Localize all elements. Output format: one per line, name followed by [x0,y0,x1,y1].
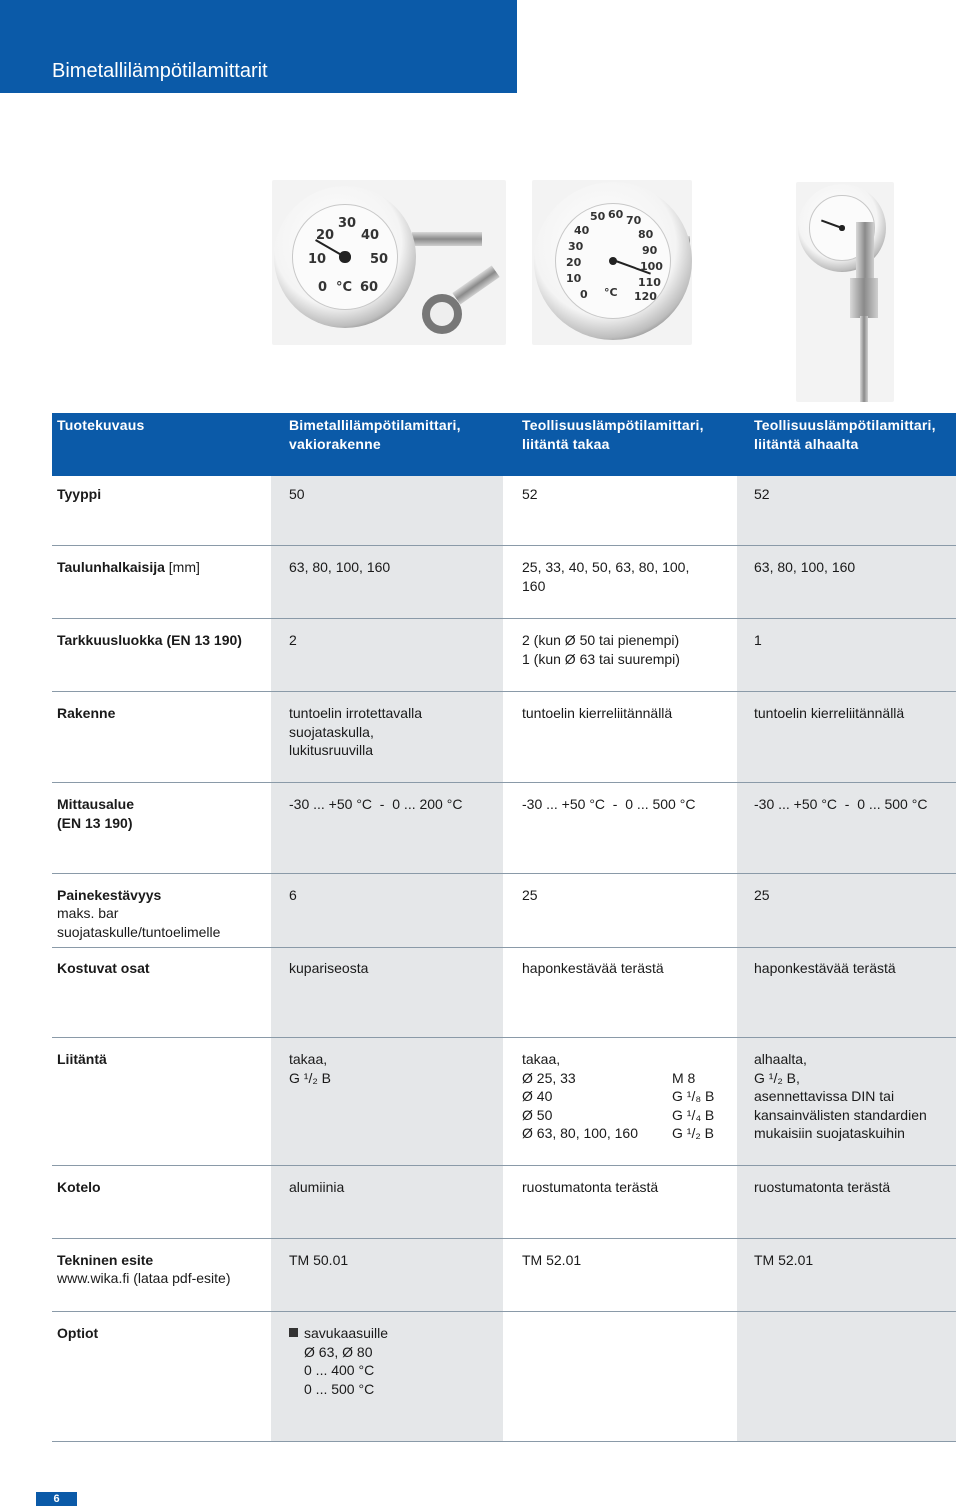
kostuvat-col-3: haponkestävää terästä [754,960,896,976]
esite-link[interactable]: www.wika.fi (lataa pdf-esite) [57,1270,231,1286]
row-divider [52,1037,956,1038]
label-tyyppi: Tyyppi [57,486,102,502]
label-paine: Painekestävyys [57,887,162,903]
esite-col-1: TM 50.01 [289,1252,349,1268]
header-col-2: Teollisuuslämpötilamittari, liitäntä takaa [522,417,704,452]
tyyppi-col-3: 52 [754,486,770,502]
paine-col-3: 25 [754,887,770,903]
label-halkaisija-text: Taulunhalkaisija [57,559,165,575]
kostuvat-col-2: haponkestävää terästä [522,960,664,976]
product-photo-type-52-back [532,180,692,345]
tarkkuus-col-3: 1 [754,632,762,648]
rakenne-col-2: tuntoelin kierreliitännällä [522,705,673,721]
label-optiot: Optiot [57,1325,99,1341]
row-divider [52,782,956,783]
halkaisija-col-2: 25, 33, 40, 50, 63, 80, 100, 160 [522,559,690,594]
tarkkuus-col-1: 2 [289,632,297,648]
label-liitanta: Liitäntä [57,1051,107,1067]
tarkkuus-col-2: 2 (kun Ø 50 tai pienempi) 1 (kun Ø 63 tai suurempi) [522,632,680,667]
header-col-1: Bimetallilämpötilamittari, vakiorakenne [289,417,461,452]
row-divider [52,873,956,874]
paine-col-2: 25 [522,887,538,903]
rakenne-col-3: tuntoelin kierreliitännällä [754,705,905,721]
liitanta-col-1: takaa, G ¹/₂ B [289,1051,331,1086]
thermometer-dial-icon: 50 60 70 80 90 100 110 120 40 30 20 10 0 °C [534,182,692,340]
row-divider [52,1165,956,1166]
kotelo-col-1: alumiinia [289,1179,345,1195]
liitanta-col-3: alhaalta, G ¹/₂ B, asennettavissa DIN tai kansainvälisten standardien mukaisiin suojataskuihin [754,1051,927,1141]
label-kostuvat: Kostuvat osat [57,960,150,976]
label-halkaisija-unit: [mm] [168,559,200,575]
header-col-3: Teollisuuslämpötilamittari, liitäntä alhaalta [754,417,936,452]
nut-icon [422,294,462,334]
thread-icon [850,278,878,318]
label-kotelo: Kotelo [57,1179,101,1195]
row-divider [52,947,956,948]
stem-icon [412,232,482,246]
probe-icon [452,266,499,305]
rakenne-col-1: tuntoelin irrotettavalla suojataskulla, lukitusruuvilla [289,705,423,758]
row-divider [52,1311,956,1312]
probe-icon [860,316,868,402]
kotelo-col-3: ruostumatonta terästä [754,1179,891,1195]
header-banner [0,0,517,93]
row-divider [52,1238,956,1239]
halkaisija-col-1: 63, 80, 100, 160 [289,559,391,575]
row-divider [52,545,956,546]
optiot-col-1-first [289,1324,388,1343]
label-esite: Tekninen esite [57,1252,154,1268]
product-photo-type-52-bottom [796,182,894,402]
optiot-first-text: savukaasuille [304,1325,389,1341]
kotelo-col-2: ruostumatonta terästä [522,1179,659,1195]
optiot-col-1-rest: Ø 63, Ø 80 0 ... 400 °C 0 ... 500 °C [304,1343,375,1397]
mittausalue-col-3: -30 ... +50 °C - 0 ... 500 °C [754,796,928,812]
label-tarkkuus: Tarkkuusluokka (EN 13 190) [57,632,242,648]
label-halkaisija [57,558,200,577]
row-divider [52,1441,956,1442]
thermometer-dial-icon: 10 20 30 40 50 60 0 °C [274,186,416,328]
esite-col-3: TM 52.01 [754,1252,814,1268]
label-mittausalue: Mittausalue (EN 13 190) [57,796,135,831]
product-photo-type-50 [272,180,506,345]
mittausalue-col-2: -30 ... +50 °C - 0 ... 500 °C [522,796,696,812]
row-divider [52,691,956,692]
square-bullet-icon [289,1328,298,1337]
label-rakenne: Rakenne [57,705,116,721]
bracket-icon [856,222,874,282]
label-paine-sub: maks. bar suojataskulle/tuntoelimelle [57,905,221,940]
row-divider [52,618,956,619]
paine-col-1: 6 [289,887,297,903]
liitanta-col-2-sizes: Ø 25, 33 Ø 40 Ø 50 Ø 63, 80, 100, 160 [522,1069,638,1141]
tyyppi-col-2: 52 [522,486,538,502]
mittausalue-col-1: -30 ... +50 °C - 0 ... 200 °C [289,796,463,812]
liitanta-col-2-head: takaa, [522,1051,561,1067]
header-tuotekuvaus: Tuotekuvaus [57,417,145,433]
page-number: 6 [36,1492,77,1506]
halkaisija-col-3: 63, 80, 100, 160 [754,559,856,575]
tyyppi-col-1: 50 [289,486,305,502]
page-title: Bimetallilämpötilamittarit [52,60,268,82]
esite-col-2: TM 52.01 [522,1252,582,1268]
liitanta-col-2-threads: M 8 G ¹/₈ B G ¹/₄ B G ¹/₂ B [672,1069,715,1141]
kostuvat-col-1: kupariseosta [289,960,369,976]
